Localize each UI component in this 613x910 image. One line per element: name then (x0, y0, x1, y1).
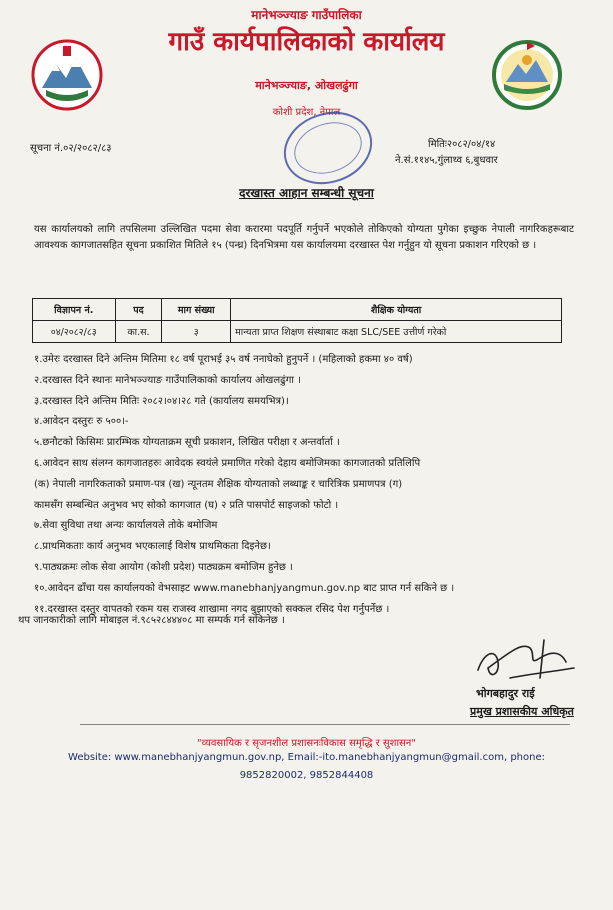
cell-demand: ३ (162, 321, 231, 343)
office-address: मानेभञ्ज्याङ, ओखलढुंगा (255, 79, 358, 92)
office-province: कोशी प्रदेश, नेपाल (272, 107, 341, 118)
list-item: ४.आवेदन दस्तुरः रु ५००।- (34, 416, 129, 428)
list-item: ६.आवेदन साथ संलग्न कागजातहरुः आवेदक स्वयंले प्रमाणित गरेको देहाय बमोजिमका कागजातको प्रतिलिपि (34, 457, 421, 469)
cell-qualification: मान्यता प्राप्त शिक्षण संस्थाबाट कक्षा SLC/SEE उत्तीर्ण गरेको (231, 321, 562, 343)
list-item: ५.छनौटको किसिमः प्रारम्भिक योग्यताक्रम सूची प्रकाशन, लिखित परीक्षा र अन्तर्वार्ता । (34, 437, 340, 449)
reference-number: सूचना नं.०२/२०८२/८३ (30, 143, 112, 154)
list-item: २.दरखास्त दिने स्थानः मानेभञ्ज्याङ गाउँपालिकाको कार्यालय ओखलढुंगा । (34, 374, 301, 386)
footer-phones: 9852820002, 9852844408 (239, 770, 374, 781)
col-demand: माग संख्या (162, 299, 231, 321)
footer-slogan: "व्यवसायिक र सृजनशील प्रशासनःविकास समृद्धि र सुशासन" (197, 738, 416, 749)
list-item: कामसँग सम्बन्धित अनुभव भए सोको कागजात (घ) २ प्रति पासपोर्ट साइजको फोटो । (34, 499, 339, 511)
footer-website-line: Website: www.manebhanjyangmun.gov.np, Email:-ito.manebhanjyangmun@gmail.com, phone: (68, 752, 545, 763)
col-qualification: शैक्षिक योग्यता (231, 299, 562, 321)
list-item: ९.पाठ्यक्रमः लोक सेवा आयोग (कोशी प्रदेश) पाठ्यक्रम बमोजिम हुनेछ । (34, 561, 293, 573)
signer-name: भोगबहादुर राई (476, 687, 535, 700)
col-advert-no: विज्ञापन नं. (33, 299, 116, 321)
contact-note: थप जानकारीको लागि मोबाइल नं.९८५२८४४४०८ मा सम्पर्क गर्न सकिनेछ । (18, 615, 285, 626)
table-row (33, 321, 562, 343)
table-header-row (33, 299, 562, 321)
office-name: मानेभञ्ज्याङ गाउँपालिका (251, 8, 362, 22)
list-item: १०.आवेदन ढाँचा यस कार्यालयको वेभसाइट www.manebhanjyangmun.gov.np बाट प्राप्त गर्न सकिने छ । (34, 582, 455, 594)
office-stamp-icon (278, 108, 378, 188)
col-post: पद (115, 299, 162, 321)
list-item: ११.दरखास्त दस्तुर वापतको रकम यस राजस्व शाखामा नगद बुझाएको सक्कल रसिद पेश गर्नुपर्नेछ । (34, 603, 390, 615)
intro-paragraph: यस कार्यालयको लागि तपसिलमा उल्लिखित पदमा सेवा करारमा पदपूर्ति गर्नुपर्ने भएकोले तोकिएको योग्यता पुगेका इच्छुक नेपाली नागरिकहरूबाट आवश्यक कागजातसहित सूचना प्रकाशित मितिले १५ (पन्ध्र) दिनभित्रमा यस कार्यालयमा दरखास्त पेश गर्नुहुन यो सूचना प्रकाशन गरिएको छ । (34, 224, 574, 251)
notice-date: मितिः२०८२/०४/१४ (428, 139, 496, 150)
list-item: ३.दरखास्त दिने अन्तिम मितिः २०८२।०४।२८ गते (कार्यालय समयभित्र)। (34, 395, 289, 407)
list-item: १.उमेरः दरखास्त दिने अन्तिम मितिमा १८ वर्ष पूराभई ३५ वर्ष ननाघेको हुनुपर्ने । (महिलाको हकमा ४० वर्ष) (34, 354, 413, 365)
conditions-list (34, 350, 594, 620)
office-title: गाउँ कार्यपालिकाको कार्यालय (168, 27, 445, 57)
nepal-sambat-date: ने.सं.११४५,गुंलाथ्व ६,बुधवार (395, 155, 498, 166)
cell-post: का.स. (115, 321, 162, 343)
cell-advert-no: ०४/२०८२/८३ (33, 321, 116, 343)
list-item: ७.सेवा सुविधा तथा अन्यः कार्यालयले तोके बमोजिम (34, 520, 218, 532)
list-item: ८.प्राथमिकताः कार्य अनुभव भएकालाई विशेष प्राथमिकता दिइनेछ। (34, 541, 271, 553)
notice-title: दरखास्त आहान सम्बन्धी सूचना (239, 186, 374, 200)
list-item: (क) नेपाली नागरिकताको प्रमाण-पत्र (ख) न्यूनतम शैक्षिक योग्यताको लब्धाङ्क र चारित्रिक प्रमाणपत्र (ग) (34, 478, 403, 490)
vacancy-table (32, 298, 562, 343)
signer-title: प्रमुख प्रशासकीय अधिकृत (470, 705, 574, 718)
signature-icon (470, 622, 580, 692)
footer-divider (80, 724, 570, 725)
